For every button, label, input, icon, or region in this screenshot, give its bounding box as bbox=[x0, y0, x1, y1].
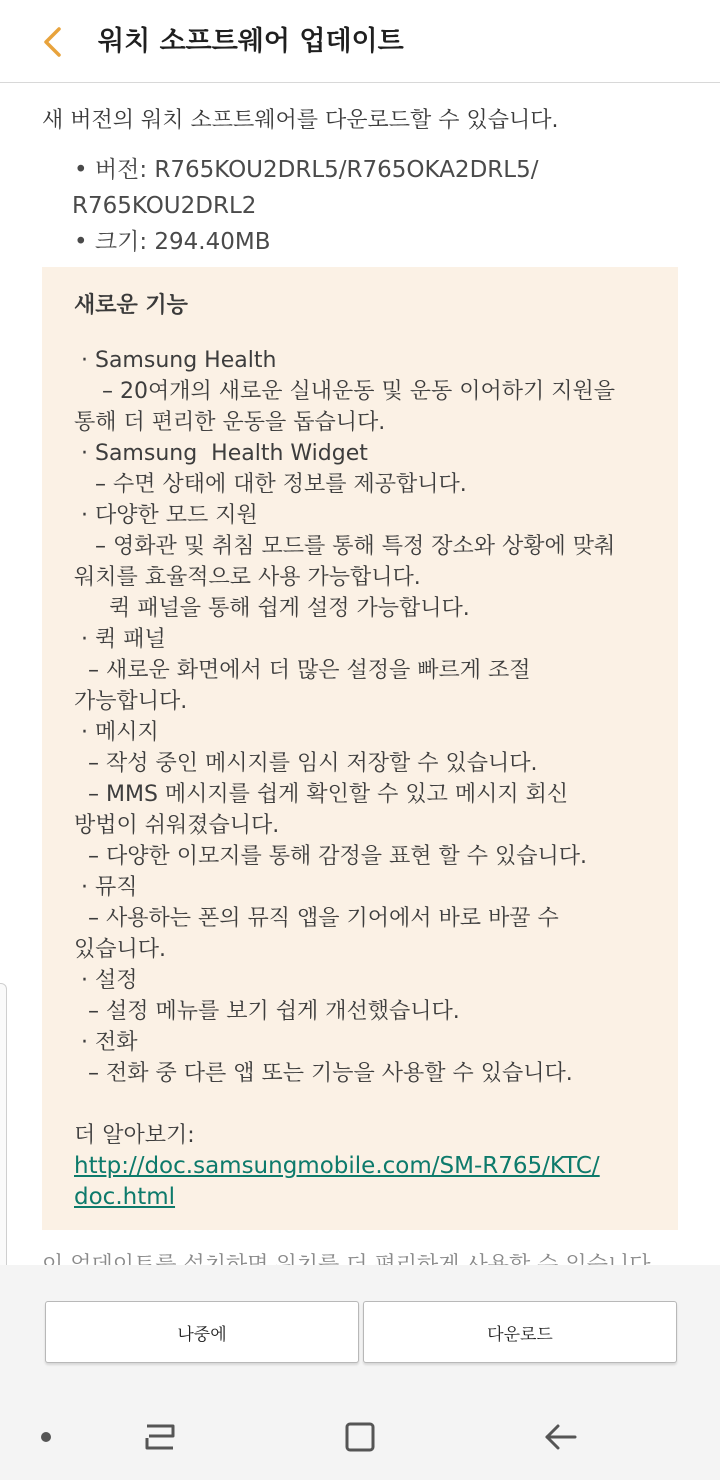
home-square-icon bbox=[344, 1421, 376, 1453]
nav-dot-button[interactable] bbox=[23, 1414, 69, 1460]
feature-line: 방법이 쉬워졌습니다. bbox=[74, 813, 280, 838]
recents-button[interactable] bbox=[137, 1414, 183, 1460]
feature-line: – 영화관 및 취침 모드를 통해 특정 장소와 상황에 맞춰 bbox=[74, 534, 616, 559]
feature-line: – 수면 상태에 대한 정보를 제공합니다. bbox=[74, 472, 467, 497]
feature-line: 있습니다. bbox=[74, 937, 167, 962]
home-button[interactable] bbox=[337, 1414, 383, 1460]
version-line: • 버전: R765KOU2DRL5/R765OKA2DRL5/ bbox=[74, 157, 539, 183]
feature-line: – 사용하는 폰의 뮤직 앱을 기어에서 바로 바꿀 수 bbox=[74, 906, 559, 931]
update-meta bbox=[74, 152, 538, 260]
app-bar bbox=[0, 0, 720, 83]
feature-line: 가능합니다. bbox=[74, 689, 188, 714]
new-features-panel bbox=[42, 267, 678, 1230]
content-scroll-area[interactable] bbox=[0, 83, 720, 1265]
feature-line: 워치를 효율적으로 사용 가능합니다. bbox=[74, 565, 421, 590]
dot-icon bbox=[40, 1431, 52, 1443]
feature-line: · 메시지 bbox=[74, 720, 159, 745]
feature-line: 퀵 패널을 통해 쉽게 설정 가능합니다. bbox=[74, 596, 470, 621]
release-notes-link-cont[interactable]: doc.html bbox=[74, 1184, 176, 1210]
feature-line: · 뮤직 bbox=[74, 875, 138, 900]
back-arrow-icon bbox=[544, 1422, 578, 1452]
feature-line: – 20여개의 새로운 실내운동 및 운동 이어하기 지원을 bbox=[74, 379, 615, 404]
intro-text: 새 버전의 워치 소프트웨어를 다운로드할 수 있습니다. bbox=[42, 108, 559, 133]
page-title: 워치 소프트웨어 업데이트 bbox=[98, 26, 404, 57]
feature-line: – 작성 중인 메시지를 임시 저장할 수 있습니다. bbox=[74, 751, 538, 776]
feature-line: – 새로운 화면에서 더 많은 설정을 빠르게 조절 bbox=[74, 658, 531, 683]
version-continued: R765KOU2DRL2 bbox=[72, 193, 257, 219]
feature-list bbox=[74, 345, 678, 1089]
feature-line: · Samsung Health bbox=[74, 348, 277, 373]
release-notes-link[interactable]: http://doc.samsungmobile.com/SM-R765/KTC/ bbox=[74, 1153, 600, 1179]
back-chevron-icon bbox=[41, 26, 63, 58]
feature-line: – 설정 메뉴를 보기 쉽게 개선했습니다. bbox=[74, 999, 460, 1024]
feature-line: · Samsung Health Widget bbox=[74, 441, 368, 466]
feature-line: 통해 더 편리한 운동을 돕습니다. bbox=[74, 410, 386, 435]
learn-more-label: 더 알아보기: bbox=[74, 1123, 195, 1148]
action-bar bbox=[0, 1265, 720, 1392]
download-button[interactable]: 다운로드 bbox=[363, 1301, 677, 1363]
edge-panel-handle[interactable] bbox=[0, 983, 7, 1285]
size-line: • 크기: 294.40MB bbox=[74, 229, 271, 255]
feature-line: – MMS 메시지를 쉽게 확인할 수 있고 메시지 회신 bbox=[74, 782, 569, 807]
feature-line: · 다양한 모드 지원 bbox=[74, 503, 258, 528]
back-nav-button[interactable] bbox=[538, 1414, 584, 1460]
feature-line: · 설정 bbox=[74, 968, 138, 993]
later-button[interactable]: 나중에 bbox=[45, 1301, 359, 1363]
system-nav-bar bbox=[0, 1392, 720, 1480]
faded-footer-text bbox=[0, 1251, 720, 1265]
feature-line: – 전화 중 다른 앱 또는 기능을 사용할 수 있습니다. bbox=[74, 1061, 573, 1086]
feature-line: – 다양한 이모지를 통해 감정을 표현 할 수 있습니다. bbox=[74, 844, 587, 869]
recents-icon bbox=[143, 1422, 177, 1452]
back-button[interactable] bbox=[30, 18, 74, 66]
features-title: 새로운 기능 bbox=[74, 293, 188, 318]
feature-line: · 퀵 패널 bbox=[74, 627, 166, 652]
feature-line: · 전화 bbox=[74, 1030, 138, 1055]
